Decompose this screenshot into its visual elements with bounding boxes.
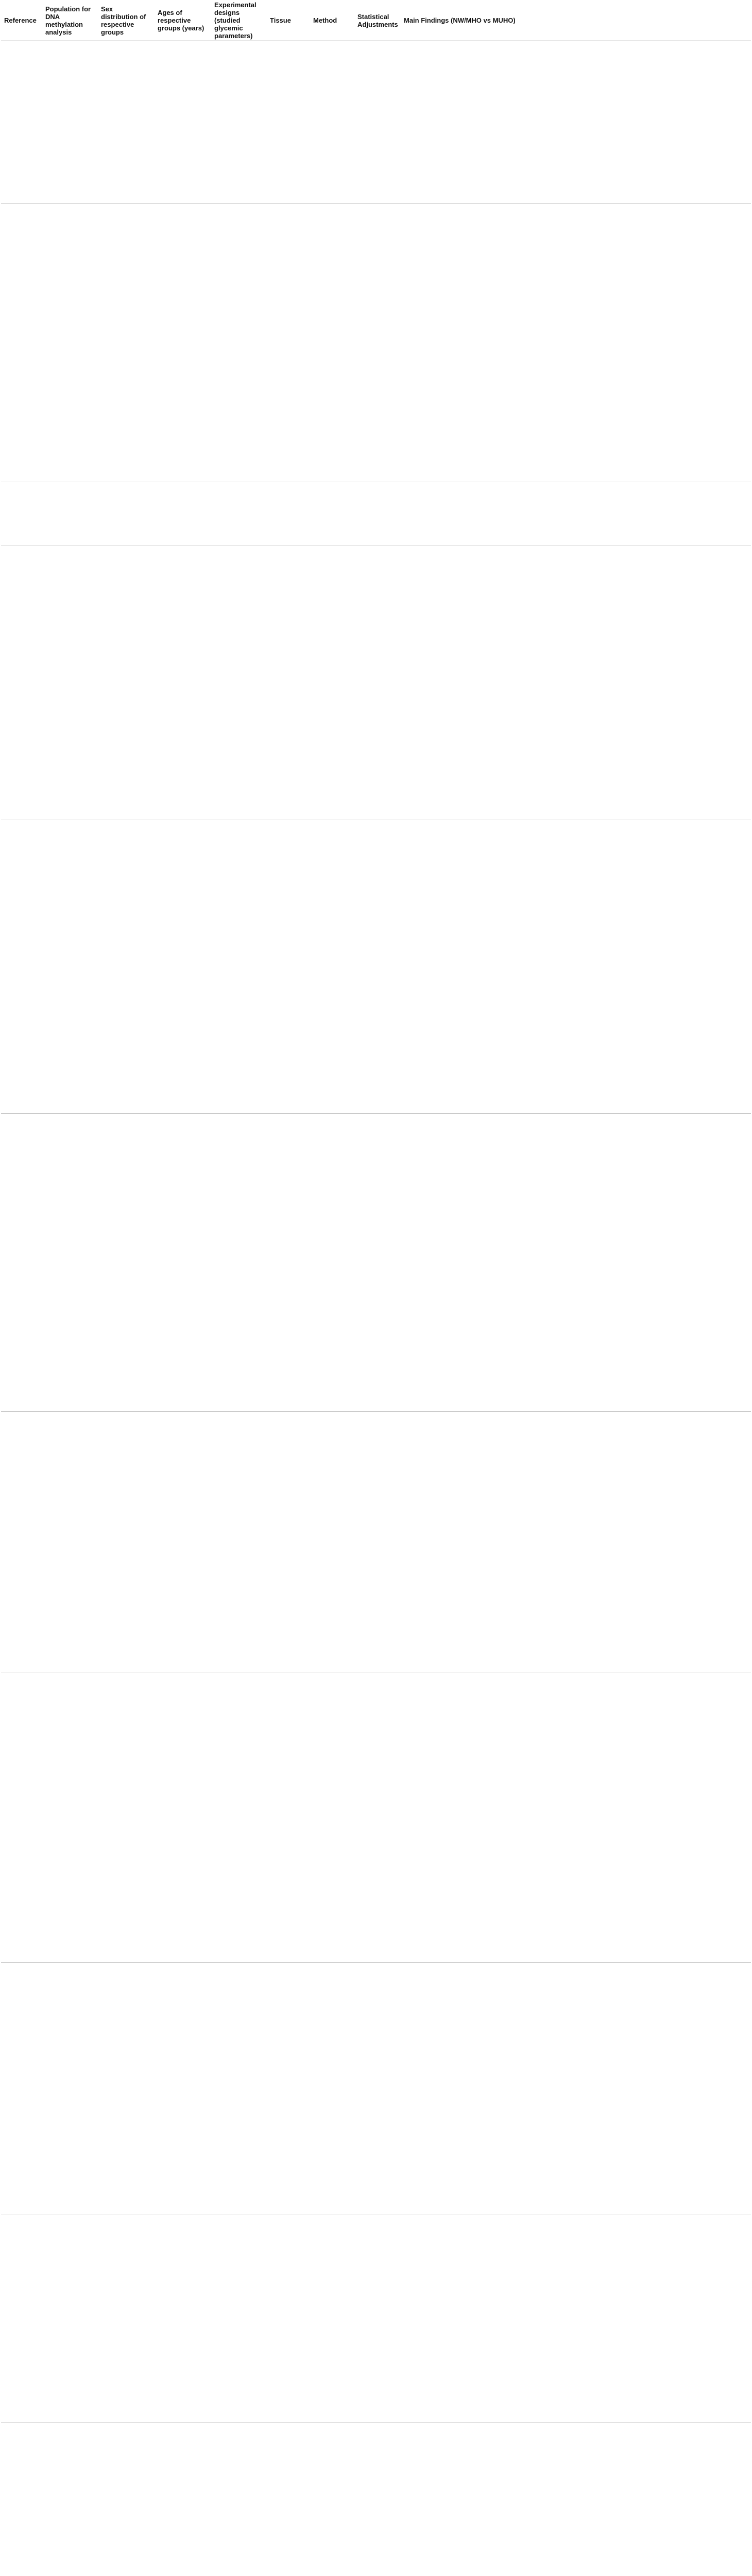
cell-age [155,1114,211,1412]
cell-method [310,204,354,482]
cell-age [155,546,211,820]
cell-sex [98,482,155,546]
header-row [1,0,751,41]
header-tissue: Tissue [267,0,310,41]
table-row [1,1412,751,1672]
cell-adjustments [354,41,401,204]
cell-population [42,1672,98,1963]
cell-age [155,820,211,1114]
cell-design [211,41,267,204]
cell-tissue [267,820,310,1114]
cell-adjustments [354,820,401,1114]
table-row [1,204,751,482]
cell-findings [401,41,751,204]
table-row [1,546,751,820]
header-population: Population for DNA methylation analysis [42,0,98,41]
cell-adjustments [354,1963,401,2214]
cell-design [211,820,267,1114]
cell-population [42,41,98,204]
table-body [1,41,751,2422]
cell-age [155,1412,211,1672]
cell-population [42,1114,98,1412]
cell-population [42,1412,98,1672]
cell-adjustments [354,2214,401,2422]
cell-design [211,1412,267,1672]
header-findings: Main Findings (NW/MHO vs MUHO) [401,0,751,41]
cell-age [155,1672,211,1963]
cell-method [310,820,354,1114]
cell-method [310,482,354,546]
table-row [1,1114,751,1412]
cell-reference [1,204,42,482]
cell-reference [1,41,42,204]
cell-design [211,1672,267,1963]
cell-tissue [267,546,310,820]
table-row [1,2214,751,2422]
cell-reference [1,1412,42,1672]
cell-findings [401,482,751,546]
cell-reference [1,1963,42,2214]
cell-age [155,204,211,482]
header-adjustments: Statistical Adjustments [354,0,401,41]
cell-sex [98,1412,155,1672]
header-sex: Sex distribution of respective groups [98,0,155,41]
cell-tissue [267,41,310,204]
cell-sex [98,2214,155,2422]
cell-reference [1,1114,42,1412]
cell-reference [1,482,42,546]
cell-reference [1,1672,42,1963]
table-row [1,1672,751,1963]
cell-method [310,1672,354,1963]
cell-sex [98,204,155,482]
cell-adjustments [354,1672,401,1963]
cell-tissue [267,1963,310,2214]
header-reference: Reference [1,0,42,41]
cell-adjustments [354,1114,401,1412]
cell-adjustments [354,1412,401,1672]
header-design: Experimental designs (studied glycemic parameters) [211,0,267,41]
methylation-studies-table [1,0,751,2422]
cell-findings [401,1963,751,2214]
cell-findings [401,546,751,820]
cell-age [155,41,211,204]
cell-findings [401,820,751,1114]
cell-reference [1,546,42,820]
cell-age [155,1963,211,2214]
cell-tissue [267,204,310,482]
cell-design [211,482,267,546]
cell-design [211,1963,267,2214]
cell-method [310,2214,354,2422]
cell-method [310,546,354,820]
cell-population [42,1963,98,2214]
cell-adjustments [354,546,401,820]
cell-reference [1,820,42,1114]
cell-method [310,41,354,204]
cell-design [211,204,267,482]
cell-design [211,546,267,820]
cell-findings [401,204,751,482]
cell-tissue [267,1672,310,1963]
header-method: Method [310,0,354,41]
cell-sex [98,1963,155,2214]
cell-population [42,2214,98,2422]
table-row [1,482,751,546]
cell-population [42,820,98,1114]
cell-findings [401,1412,751,1672]
cell-age [155,2214,211,2422]
cell-population [42,482,98,546]
cell-age [155,482,211,546]
cell-sex [98,820,155,1114]
cell-population [42,546,98,820]
cell-findings [401,1114,751,1412]
cell-sex [98,1114,155,1412]
table-row [1,41,751,204]
cell-design [211,1114,267,1412]
table-row [1,820,751,1114]
cell-design [211,2214,267,2422]
cell-tissue [267,482,310,546]
cell-findings [401,2214,751,2422]
cell-method [310,1114,354,1412]
cell-adjustments [354,204,401,482]
cell-sex [98,41,155,204]
header-age: Ages of respective groups (years) [155,0,211,41]
table-row [1,1963,751,2214]
cell-sex [98,546,155,820]
cell-reference [1,2214,42,2422]
cell-population [42,204,98,482]
cell-tissue [267,2214,310,2422]
cell-sex [98,1672,155,1963]
cell-method [310,1412,354,1672]
cell-tissue [267,1114,310,1412]
cell-adjustments [354,482,401,546]
cell-tissue [267,1412,310,1672]
cell-findings [401,1672,751,1963]
cell-method [310,1963,354,2214]
